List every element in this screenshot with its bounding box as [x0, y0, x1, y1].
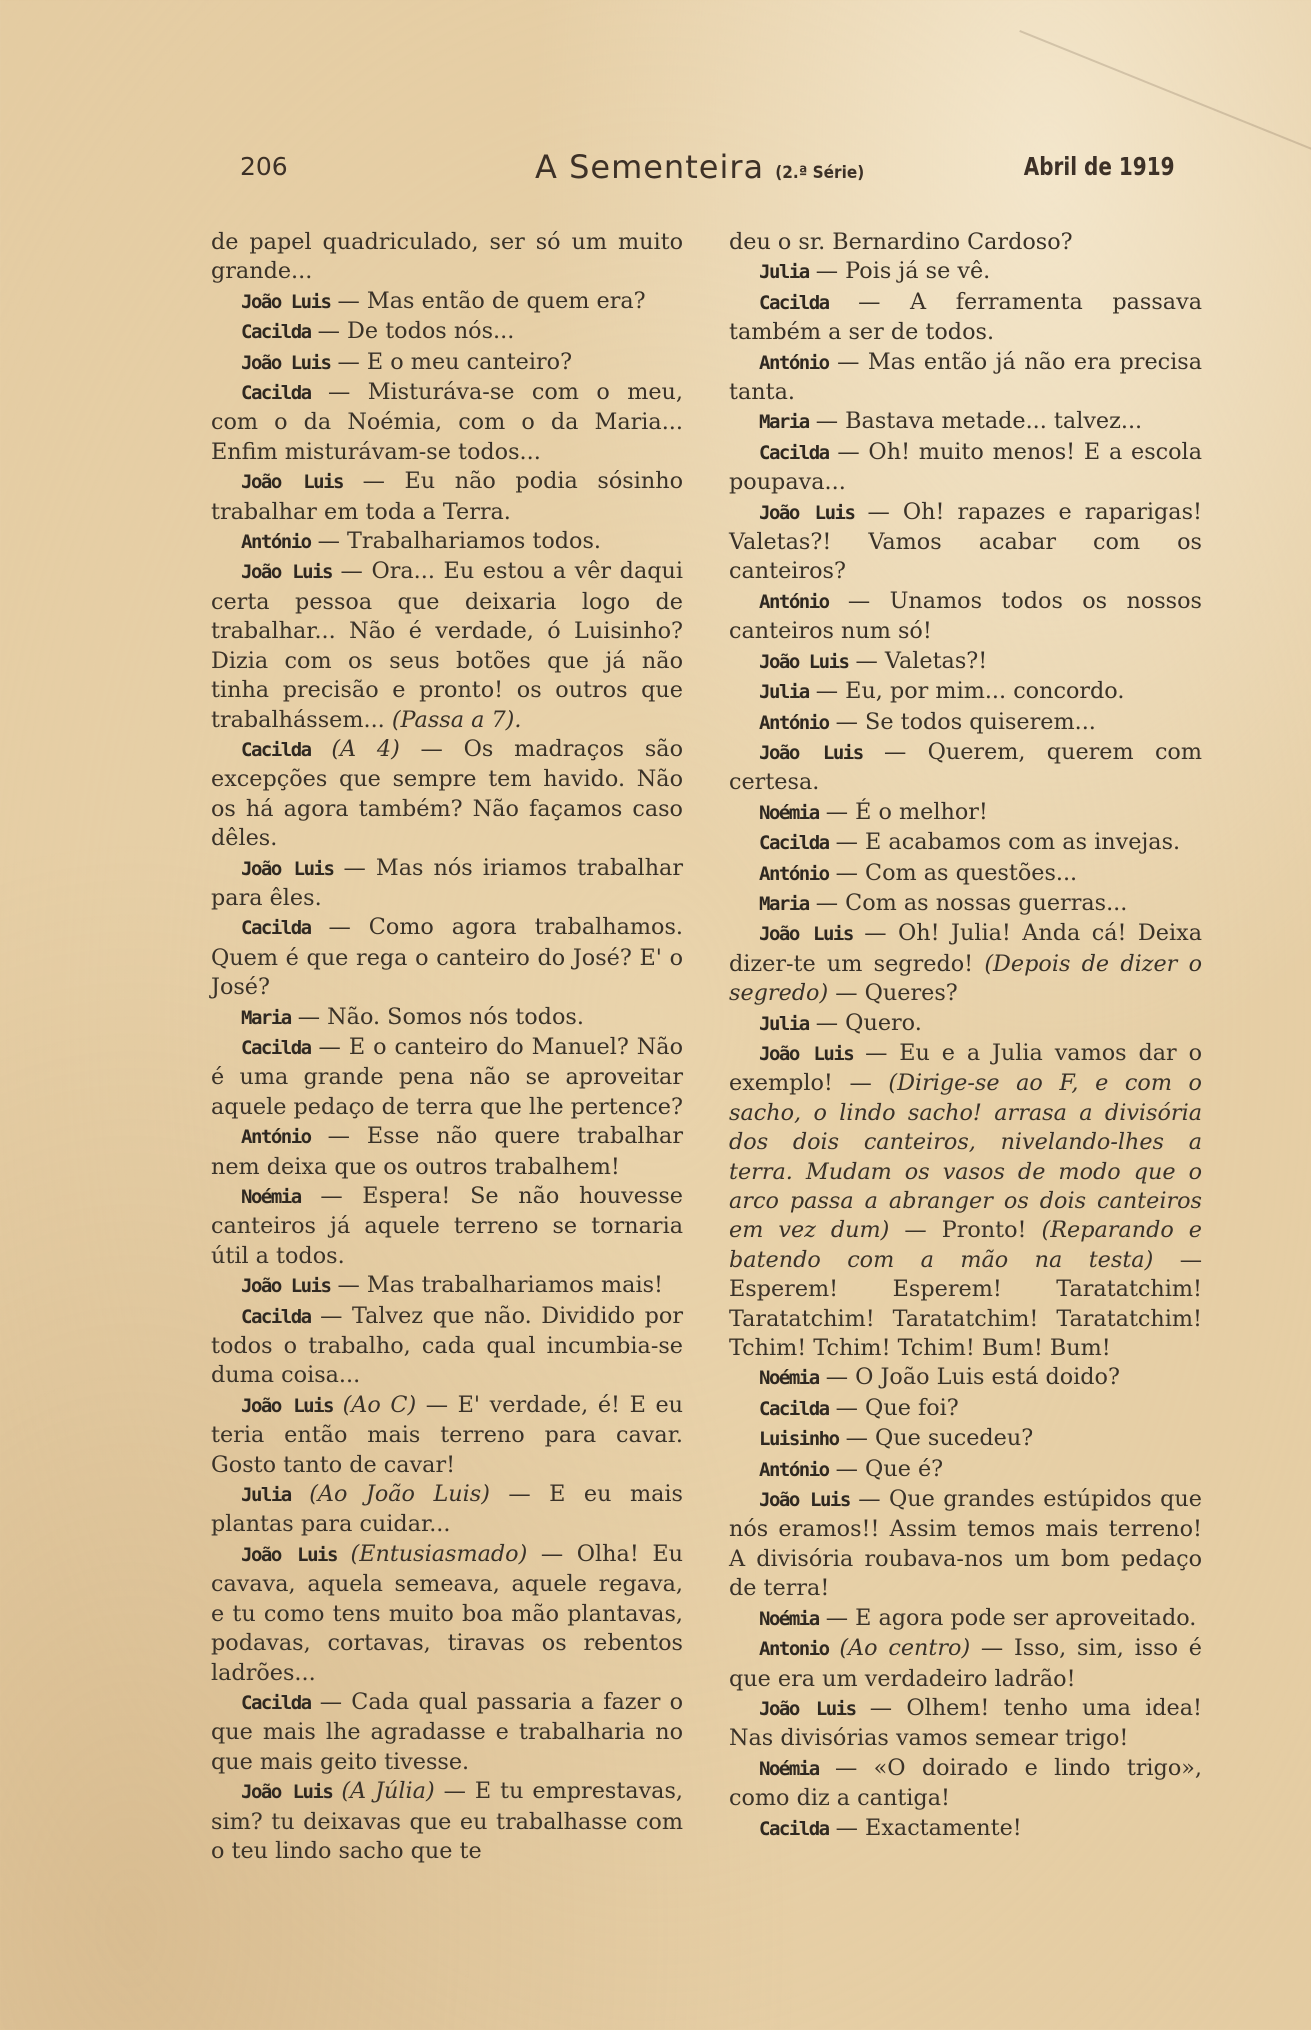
- dialogue-text: — Como agora trabalhamos. Quem é que rega o canteiro do José? E' o José?: [211, 914, 683, 1001]
- left-text-column: [211, 228, 683, 1866]
- dialogue-paragraph: [211, 378, 683, 467]
- dialogue-paragraph: [211, 1391, 683, 1480]
- dialogue-text: — A ferramenta passava também a ser de todos.: [729, 288, 1202, 346]
- dialogue-text: — Mas então de quem era?: [330, 287, 646, 314]
- dialogue-paragraph: [729, 407, 1202, 437]
- dialogue-paragraph: [211, 1003, 683, 1033]
- dialogue-text: — De todos nós...: [310, 318, 515, 345]
- dialogue-paragraph: [729, 1424, 1202, 1454]
- dialogue-text: — Ora... Eu estou a vêr daqui certa pessoa que deixaria logo de trabalhar... Não é verdade, ó Luisinho? Dizia com os seus botões que já não tinha precisão e pronto! os outros que trabalhássem...: [211, 558, 684, 733]
- speaker-name: Cacilda: [759, 441, 829, 464]
- dialogue-paragraph: [211, 913, 683, 1002]
- stage-direction: (Reparando e batendo com a mão na testa): [729, 1217, 1202, 1273]
- dialogue-paragraph: [729, 288, 1202, 348]
- dialogue-text: — Misturáva-se com o meu, com o da Noémia, com o da Maria... Enfim misturávam-se todos...: [211, 379, 683, 465]
- stage-direction: (A Júlia): [332, 1778, 435, 1805]
- dialogue-text: — E' verdade, é! E eu teria então mais terreno para cavar. Gosto tanto de cavar!: [211, 1391, 683, 1478]
- dialogue-paragraph: [729, 1485, 1202, 1604]
- speaker-name: Cacilda: [241, 382, 311, 405]
- dialogue-paragraph: [729, 257, 1202, 287]
- dialogue-paragraph: [211, 1271, 683, 1301]
- speaker-name: João Luis: [241, 1275, 331, 1298]
- dialogue-paragraph: [729, 1604, 1202, 1634]
- dialogue-text: — Os madraços são excepções que sempre tem havido. Não os há agora também? Não façamos caso dêles.: [211, 735, 683, 852]
- dialogue-paragraph: [211, 1777, 683, 1866]
- dialogue-paragraph: [729, 708, 1202, 738]
- dialogue-text: — E acabamos com as invejas.: [828, 829, 1181, 856]
- speaker-name: Maria: [759, 892, 809, 915]
- dialogue-paragraph: [729, 889, 1202, 919]
- dialogue-paragraph: [729, 1694, 1202, 1754]
- speaker-name: Cacilda: [759, 1397, 829, 1420]
- dialogue-text: — Exactamente!: [828, 1814, 1022, 1841]
- dialogue-text: — E agora pode ser aproveitado.: [818, 1604, 1197, 1631]
- stage-direction: (Ao João Luis): [290, 1481, 490, 1508]
- dialogue-text: — Queres?: [828, 980, 958, 1007]
- paper-fold-mark: [1019, 30, 1311, 152]
- dialogue-text: — Valetas?!: [848, 647, 988, 674]
- dialogue-text: — Esse não quere trabalhar nem deixa que os outros trabalhem!: [211, 1123, 683, 1180]
- dialogue-text: — Pois já se vê.: [808, 258, 991, 285]
- dialogue-text: — Oh! muito menos! E a escola poupava...: [729, 438, 1202, 496]
- dialogue-text: — Unamos todos os nossos canteiros num só!: [729, 587, 1202, 645]
- stage-direction: (Ao centro): [828, 1635, 971, 1662]
- speaker-name: João Luis: [759, 1697, 856, 1720]
- journal-title: [535, 148, 864, 186]
- speaker-name: Julia: [241, 1484, 291, 1507]
- stage-direction: (Dirige-se ao F, e com o sacho, o lindo sacho! arrasa a divisória dos dois canteiros, nivelando-lhes a terra. Mudam os vasos de modo que o arco passa a abranger os dois canteiros em vez dum): [729, 1070, 1202, 1244]
- dialogue-paragraph: [211, 1688, 683, 1777]
- dialogue-text: — Cada qual passaria a fazer o que mais lhe agradasse e trabalharia no que mais geito tivesse.: [211, 1688, 683, 1775]
- dialogue-paragraph: [729, 228, 1202, 257]
- dialogue-text: — Olhem! tenho uma idea! Nas divisórias vamos semear trigo!: [729, 1694, 1202, 1752]
- speaker-name: Noémia: [759, 1757, 819, 1780]
- dialogue-text: — Isso, sim, isso é que era um verdadeiro ladrão!: [729, 1635, 1202, 1692]
- speaker-name: Noémia: [759, 1367, 819, 1390]
- dialogue-paragraph: [211, 1122, 683, 1182]
- issue-date: Abril de 1919: [1024, 152, 1175, 181]
- dialogue-text: — Que sucedeu?: [838, 1425, 1034, 1452]
- speaker-name: João Luis: [759, 501, 855, 524]
- speaker-name: António: [759, 590, 829, 613]
- dialogue-text: — Oh! Julia! Anda cá! Deixa dizer-te um segredo!: [729, 920, 1203, 977]
- dialogue-text: — Bastava metade... talvez...: [808, 408, 1143, 435]
- dialogue-text: — Espera! Se não houvesse canteiros já aquele terreno se tornaria útil a todos.: [211, 1183, 683, 1269]
- speaker-name: Cacilda: [241, 321, 311, 344]
- page-number: 206: [240, 152, 288, 181]
- dialogue-paragraph: [729, 859, 1202, 889]
- dialogue-paragraph: [729, 1455, 1202, 1485]
- speaker-name: Cacilda: [241, 1305, 311, 1328]
- dialogue-text: — E o canteiro do Manuel? Não é uma grande pena não se aproveitar aquele pedaço de terra que lhe pertence?: [211, 1033, 683, 1120]
- speaker-name: João Luis: [759, 923, 853, 946]
- speaker-name: Cacilda: [759, 291, 829, 314]
- dialogue-text: — Que é?: [828, 1455, 944, 1482]
- dialogue-text: de papel quadriculado, ser só um muito grande...: [211, 229, 683, 285]
- dialogue-paragraph: [211, 348, 683, 378]
- journal-title-text: A Sementeira: [535, 148, 765, 186]
- dialogue-text: — Quero.: [808, 1009, 922, 1036]
- dialogue-paragraph: [729, 1363, 1202, 1393]
- speaker-name: Luisinho: [759, 1428, 839, 1451]
- dialogue-text: — Que foi?: [828, 1394, 959, 1421]
- dialogue-paragraph: [729, 738, 1202, 798]
- dialogue-text: — É o melhor!: [818, 798, 988, 825]
- dialogue-paragraph: [211, 228, 683, 287]
- dialogue-paragraph: [729, 798, 1202, 828]
- dialogue-paragraph: [729, 647, 1202, 677]
- dialogue-paragraph: [729, 1039, 1202, 1363]
- stage-direction: (Ao C): [332, 1391, 417, 1418]
- dialogue-paragraph: [729, 1814, 1202, 1844]
- speaker-name: João Luis: [241, 1781, 333, 1804]
- dialogue-paragraph: [211, 1480, 683, 1540]
- speaker-name: Cacilda: [759, 832, 829, 855]
- dialogue-paragraph: [729, 677, 1202, 707]
- speaker-name: Cacilda: [759, 1817, 829, 1840]
- dialogue-paragraph: [729, 1009, 1202, 1039]
- dialogue-text: — Oh! rapazes e raparigas! Valetas?! Vamos acabar com os canteiros?: [729, 498, 1203, 585]
- series-label: (2.ª Série): [775, 163, 865, 183]
- speaker-name: Julia: [759, 681, 809, 704]
- right-text-column: [729, 228, 1202, 1844]
- dialogue-text: — E tu emprestavas, sim? tu deixavas que eu trabalhasse com o teu lindo sacho que te: [211, 1778, 684, 1864]
- dialogue-text: — E o meu canteiro?: [330, 348, 573, 375]
- dialogue-paragraph: [211, 527, 683, 557]
- speaker-name: Antonio: [759, 1638, 829, 1661]
- dialogue-paragraph: [729, 1394, 1202, 1424]
- dialogue-paragraph: [211, 287, 683, 317]
- dialogue-paragraph: [211, 735, 683, 854]
- speaker-name: António: [241, 531, 311, 554]
- speaker-name: António: [241, 1126, 311, 1149]
- speaker-name: João Luis: [241, 1394, 333, 1417]
- dialogue-text: — Trabalhariamos todos.: [310, 528, 602, 555]
- dialogue-paragraph: [729, 348, 1202, 408]
- speaker-name: João Luis: [759, 741, 863, 764]
- dialogue-paragraph: [729, 498, 1202, 587]
- dialogue-text: — Que grandes estúpidos que nós eramos!! Assim temos mais terreno! A divisória roubava-nos um bom pedaço de terra!: [729, 1486, 1202, 1602]
- speaker-name: Cacilda: [241, 917, 311, 940]
- speaker-name: João Luis: [241, 561, 332, 584]
- speaker-name: Noémia: [241, 1186, 301, 1208]
- dialogue-paragraph: [211, 557, 683, 734]
- dialogue-paragraph: [729, 438, 1202, 498]
- speaker-name: Cacilda: [241, 1036, 311, 1059]
- speaker-name: Noémia: [759, 1607, 819, 1630]
- speaker-name: António: [759, 711, 829, 734]
- dialogue-paragraph: [211, 1540, 683, 1688]
- speaker-name: João Luis: [759, 650, 849, 673]
- dialogue-paragraph: [211, 467, 683, 527]
- speaker-name: Cacilda: [241, 1691, 311, 1714]
- stage-direction: (Depois de dizer o segredo): [729, 950, 1203, 1007]
- dialogue-paragraph: [729, 828, 1202, 858]
- dialogue-paragraph: [729, 1634, 1202, 1694]
- dialogue-text: — Esperem! Esperem! Taratatchim! Taratatchim! Taratatchim! Taratatchim! Tchim! Tchim! Tchim! Bum! Bum!: [729, 1246, 1202, 1362]
- dialogue-text: deu o sr. Bernardino Cardoso?: [729, 229, 1073, 255]
- speaker-name: António: [759, 862, 829, 885]
- dialogue-paragraph: [729, 587, 1202, 647]
- dialogue-paragraph: [211, 1033, 683, 1122]
- dialogue-text: — Mas trabalhariamos mais!: [330, 1272, 663, 1299]
- dialogue-paragraph: [211, 1182, 683, 1271]
- speaker-name: João Luis: [759, 1042, 854, 1065]
- speaker-name: João Luis: [241, 290, 331, 313]
- speaker-name: Noémia: [759, 801, 819, 824]
- dialogue-paragraph: [729, 919, 1202, 1008]
- dialogue-text: — Se todos quiserem...: [828, 708, 1096, 735]
- dialogue-paragraph: [211, 854, 683, 914]
- dialogue-text: — O João Luis está doido?: [818, 1364, 1120, 1391]
- dialogue-paragraph: [729, 1754, 1202, 1814]
- speaker-name: João Luis: [241, 1543, 337, 1566]
- speaker-name: Maria: [241, 1006, 291, 1029]
- stage-direction: (Passa a 7).: [384, 706, 522, 733]
- dialogue-paragraph: [211, 317, 683, 347]
- dialogue-text: — Mas então já não era precisa tanta.: [729, 348, 1202, 406]
- dialogue-text: — Não. Somos nós todos.: [290, 1003, 584, 1030]
- dialogue-text: — Olha! Eu cavava, aquela semeava, aquele regava, e tu como tens muito boa mão plantavas, podavas, cortavas, tiravas os rebentos ladrões...: [211, 1540, 683, 1686]
- speaker-name: João Luis: [241, 857, 334, 880]
- dialogue-text: — Talvez que não. Dividido por todos o trabalho, cada qual incumbia-se duma coisa...: [211, 1302, 683, 1389]
- dialogue-paragraph: [211, 1302, 683, 1391]
- speaker-name: João Luis: [759, 1489, 850, 1512]
- speaker-name: Julia: [759, 1012, 809, 1035]
- page-header: [240, 148, 1175, 192]
- dialogue-text: — Com as questões...: [828, 859, 1078, 886]
- dialogue-text: — Com as nossas guerras...: [808, 889, 1128, 916]
- speaker-name: Cacilda: [241, 738, 311, 761]
- speaker-name: João Luis: [241, 471, 343, 494]
- dialogue-text: — Querem, querem com certesa.: [729, 738, 1202, 796]
- dialogue-text: — Mas nós iriamos trabalhar para êles.: [211, 854, 684, 911]
- dialogue-text: — «O doirado e lindo trigo», como diz a cantiga!: [729, 1754, 1202, 1812]
- speaker-name: Maria: [759, 411, 809, 434]
- speaker-name: António: [759, 351, 829, 374]
- dialogue-text: — Pronto!: [889, 1217, 1027, 1244]
- dialogue-text: — Eu não podia sósinho trabalhar em toda a Terra.: [211, 468, 684, 525]
- stage-direction: (Entusiasmado): [336, 1540, 528, 1567]
- speaker-name: Julia: [759, 261, 809, 284]
- speaker-name: António: [759, 1458, 829, 1481]
- dialogue-text: — Eu, por mim... concordo.: [808, 678, 1125, 705]
- dialogue-text: — Eu e a Julia vamos dar o exemplo! —: [729, 1039, 1202, 1097]
- speaker-name: João Luis: [241, 351, 331, 374]
- dialogue-text: — E eu mais plantas para cuidar...: [211, 1481, 683, 1538]
- stage-direction: (A 4): [310, 735, 400, 762]
